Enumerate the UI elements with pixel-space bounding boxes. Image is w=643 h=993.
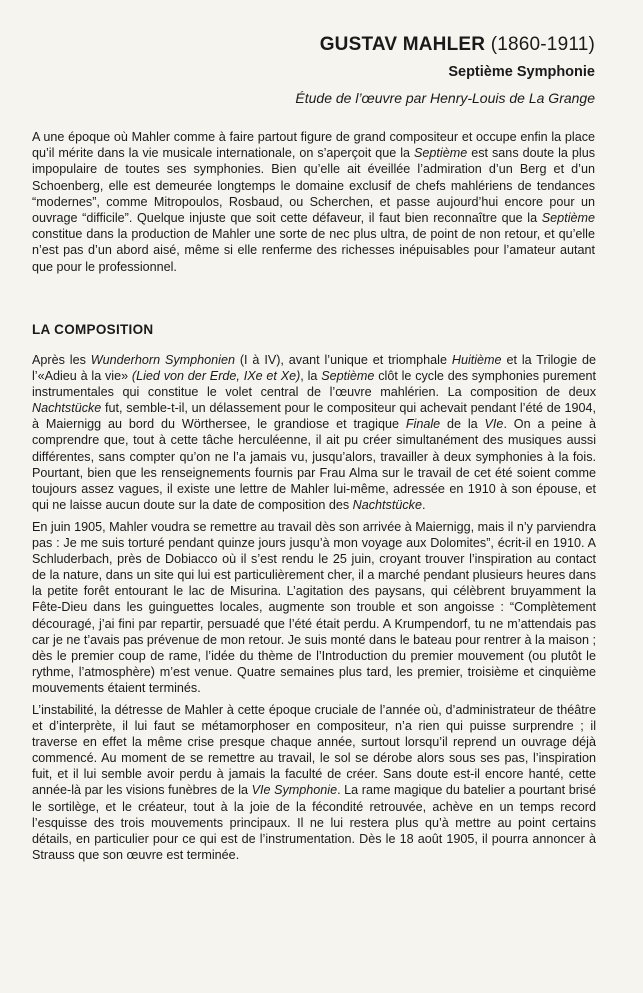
paragraph-italic: (Lied von der Erde, IXe et Xe): [131, 369, 301, 384]
intro-italic: Septième: [541, 211, 595, 226]
paragraph-italic: Septième: [321, 369, 375, 384]
paragraph-text: fut, semble-t-il, un délassement pour le compositeur qui achevait pendant l’été de 1904, à Maiernigg au bord du Wörthersee, le grandiose et tragique: [32, 401, 596, 432]
paragraph-italic: Finale: [405, 417, 441, 432]
composition-paragraph-3: [32, 702, 596, 863]
paragraph-text: , la: [300, 369, 322, 384]
paragraph-italic: Nachtstücke: [352, 497, 422, 512]
paragraph-text: et la Trilogie de l’«Adieu à la vie»: [32, 353, 597, 384]
paragraph-italic: Nachtstücke: [32, 401, 102, 416]
paragraph-text: de la: [440, 417, 485, 432]
paragraph-italic: Huitième: [451, 353, 502, 367]
composer-dates: (1860-1911): [490, 34, 595, 55]
paragraph-italic: VIe Symphonie: [251, 783, 338, 798]
intro-text: constitue dans la production de Mahler une sorte de nec plus ultra, de point de non retour, et qu’elle n’est pas d’un abord aisé, même si elle renferme des richesses inépuisables pour l’amateur autant que pour le professionnel.: [32, 227, 595, 274]
paragraph-text: clôt le cycle des symphonies purement instrumentales qui constitue le volet central de l’œuvre mahlérien. La composition de deux: [32, 369, 596, 400]
paragraph-text: . On a peine à comprendre que, tout à cette tâche herculéenne, il ait pu créer simultanément des musiques aussi différentes, sans compter qu’on ne l’a jamais vu, jusqu’alors, travailler à deux symphonies à la fois. Pourtant, bien que les renseignements fournis par Frau Alma sur le travail de cet été soient comme toujours assez vagues, il existe une lettre de Mahler lui-même, adressée en 1910 à son épouse, et qui ne laisse aucun doute sur la date de composition des: [32, 417, 596, 512]
composition-paragraph-1: [32, 352, 596, 513]
section-body: [32, 352, 596, 869]
paragraph-text: L’instabilité, la détresse de Mahler à cette époque cruciale de l’année où, d’administrateur de théâtre et d’interprète, il lui faut se métamorphoser en compositeur, n’a rien qui puisse surprendre ; il traverse en effet la même crise presque chaque année, surtout lorsqu’il reprend un ouvrage déjà commencé. Au moment de se remettre au travail, le sol se dérobe alors sous ses pas, l’inspiration fuit, et il lui semble avoir perdu à jamais la faculté de créer. Sans doute est-il encore hanté, cette année-là par les visions funèbres de la: [32, 702, 596, 798]
work-title: Septième Symphonie: [448, 64, 595, 80]
paragraph-text: .: [421, 497, 426, 512]
paragraph-text: . La rame magique du batelier a pourtant brisé le sortilège, et le créateur, tout à la joie de la fécondité retrouvée, achève en un temps record l’esquisse des trois mouvements principaux. Il ne lui restera plus qu’à mettre au point certains détails, en particulier pour ce qui est de l’instrumentation. Dès le 18 août 1905, il pourra annoncer à Strauss que son œuvre est terminée.: [32, 783, 596, 862]
intro-paragraph: [32, 129, 595, 275]
intro-text: est sans doute la plus impopulaire de toutes ses symphonies. Bien qu’elle ait éveillée l’admiration d’un Berg et d’un Schoenberg, elle est demeurée longtemps le domaine exclusif de chefs mahlériens de tendances “modernes”, comme Mitropoulos, Rosbaud, ou Scherchen, et passe aujourd’hui encore pour un ouvrage “difficile”. Quelque injuste que soit cette défaveur, il faut bien reconnaître que la: [32, 146, 595, 226]
section-heading: LA COMPOSITION: [32, 322, 154, 337]
composer-name: GUSTAV MAHLER: [319, 34, 486, 55]
paragraph-italic: Wunderhorn Symphonien: [90, 353, 235, 367]
study-byline: Étude de l’œuvre par Henry-Louis de La Grange: [295, 90, 595, 106]
paragraph-text: Après les: [32, 353, 91, 367]
intro-text: A une époque où Mahler comme à faire partout figure de grand compositeur et occupe enfin la place qu’il mérite dans la vie musicale internationale, on s’aperçoit que la: [32, 130, 595, 161]
composer-heading: [320, 34, 595, 56]
paragraph-text: (I à IV), avant l’unique et triomphale: [234, 353, 452, 367]
intro-italic: Septième: [414, 146, 468, 161]
paragraph-italic: VIe: [484, 417, 504, 432]
composition-paragraph-2: En juin 1905, Mahler voudra se remettre au travail dès son arrivée à Maiernigg, mais il n’y parviendra pas : Je me suis torturé pendant quinze jours jusqu’à mon voyage aux Dolomites”, écrit-il en 1910. A Schluderbach, près de Dobiacco où il s’est rendu le 25 juin, croyant trouver l’inspiration au contact de la nature, dans un site qui lui est particulièrement cher, il a marché pendant plusieurs heures dans la petite forêt entourant le lac de Misurina. L’agitation des paysans, qui célèbrent bruyamment la Fête-Dieu dans les guinguettes locales, augmente son trouble et son angoisse : “Complètement découragé, j’ai fini par repartir, persuadé que l’été était perdu. A Krumpendorf, tu ne m’attendais pas car je ne t’avais pas prévenue de mon retour. Je suis monté dans le bateau pour rentrer à la maison ; dès le premier coup de rame, l’idée du thème de l’Introduction du premier mouvement (ou plutôt le rythme, l’atmosphère) m’est venue. Quatre semaines plus tard, les premier, troisième et cinquième mouvements étaient terminés.: [32, 519, 596, 695]
